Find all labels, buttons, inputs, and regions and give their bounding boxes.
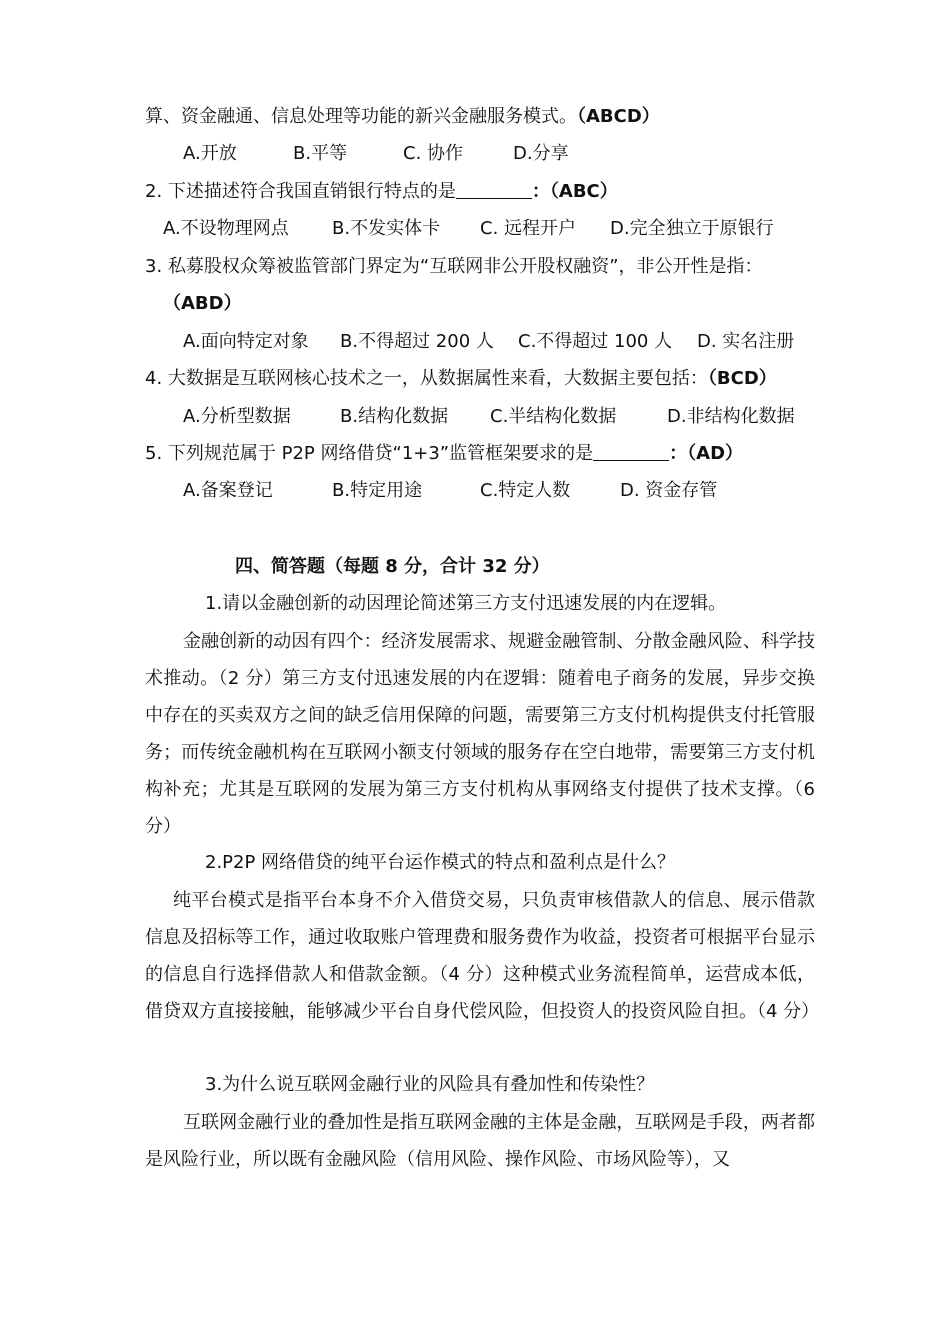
q2-option-a: A.不设物理网点: [163, 218, 289, 239]
q4-option-c: C.半结构化数据: [490, 406, 617, 427]
short-answer-question-1: 1.请以金融创新的动因理论简述第三方支付迅速发展的内在逻辑。: [205, 593, 727, 614]
q3-stem: 3. 私募股权众筹被监管部门界定为“互联网非公开股权融资”，非公开性是指：: [145, 256, 763, 277]
q2-text: 2. 下述描述符合我国直销银行特点的是: [145, 181, 456, 202]
q4-stem: [145, 366, 777, 392]
short-answer-question-3: 3.为什么说互联网金融行业的风险具有叠加性和传染性？: [205, 1074, 655, 1095]
q1-option-d: D.分享: [513, 143, 569, 164]
q2-blank: [456, 180, 532, 199]
q5-option-c: C.特定人数: [480, 480, 571, 501]
q4-option-a: A.分析型数据: [183, 406, 291, 427]
short-answer-answer-2: 纯平台模式是指平台本身不介入借贷交易，只负责审核借款人的信息、展示借款信息及招标等工作，通过收取账户管理费和服务费作为收益，投资者可根据平台显示的信息自行选择借款人和借款金额。（4 分）这种模式业务流程简单，运营成本低，借贷双方直接接触，能够减少平台自身代偿风险，但投资人的投资风险自担。（4 分）: [145, 890, 820, 1022]
q2-option-c: C. 远程开户: [480, 218, 577, 239]
q1-option-b: B.平等: [293, 143, 348, 164]
short-answer-question-2: 2.P2P 网络借贷的纯平台运作模式的特点和盈利点是什么？: [205, 852, 676, 873]
q1-option-c: C. 协作: [403, 143, 464, 164]
q1-answer: （ABCD）: [577, 106, 660, 127]
short-answer-answer-1: 金融创新的动因有四个：经济发展需求、规避金融管制、分散金融风险、科学技术推动。（2 分）第三方支付迅速发展的内在逻辑：随着电子商务的发展，异步交换中存在的买卖双方之间的缺乏信用保障的问题，需要第三方支付机构提供支付托管服务；而传统金融机构在互联网小额支付领域的服务存在空白地带，需要第三方支付机构补充；尤其是互联网的发展为第三方支付机构从事网络支付提供了技术支撑。（6 分）: [145, 631, 815, 837]
q5-blank: [593, 442, 669, 461]
q3-option-c: C.不得超过 100 人: [518, 331, 673, 352]
short-answer-answer-3: 互联网金融行业的叠加性是指互联网金融的主体是金融，互联网是手段，两者都是风险行业，所以既有金融风险（信用风险、操作风险、市场风险等），又: [145, 1112, 815, 1170]
section-heading: 四、简答题（每题 8 分，合计 32 分）: [235, 556, 550, 577]
q3-option-d: D. 实名注册: [697, 331, 795, 352]
q5-text: 5. 下列规范属于 P2P 网络借贷“1+3”监管框架要求的是: [145, 443, 594, 464]
q2-option-d: D.完全独立于原银行: [610, 218, 774, 239]
q3-answer: （ABD）: [163, 293, 242, 314]
q2-stem: [145, 179, 618, 205]
q5-option-b: B.特定用途: [332, 480, 423, 501]
q4-text: 4. 大数据是互联网核心技术之一，从数据属性来看，大数据主要包括：: [145, 368, 708, 389]
q5-option-d: D. 资金存管: [620, 480, 718, 501]
q5-stem: [145, 441, 743, 467]
q2-option-b: B.不发实体卡: [332, 218, 441, 239]
q2-answer: ：（ABC）: [531, 181, 618, 202]
q1-stem-tail: [145, 104, 660, 130]
q3-option-a: A.面向特定对象: [183, 331, 309, 352]
q1-option-a: A.开放: [183, 143, 237, 164]
q4-answer: （BCD）: [707, 368, 777, 389]
q4-option-b: B.结构化数据: [340, 406, 449, 427]
q3-option-b: B.不得超过 200 人: [340, 331, 494, 352]
q5-answer: ：（AD）: [669, 443, 744, 464]
q5-option-a: A.备案登记: [183, 480, 273, 501]
q4-option-d: D.非结构化数据: [667, 406, 795, 427]
q1-text: 算、资金融通、信息处理等功能的新兴金融服务模式。: [145, 106, 577, 127]
